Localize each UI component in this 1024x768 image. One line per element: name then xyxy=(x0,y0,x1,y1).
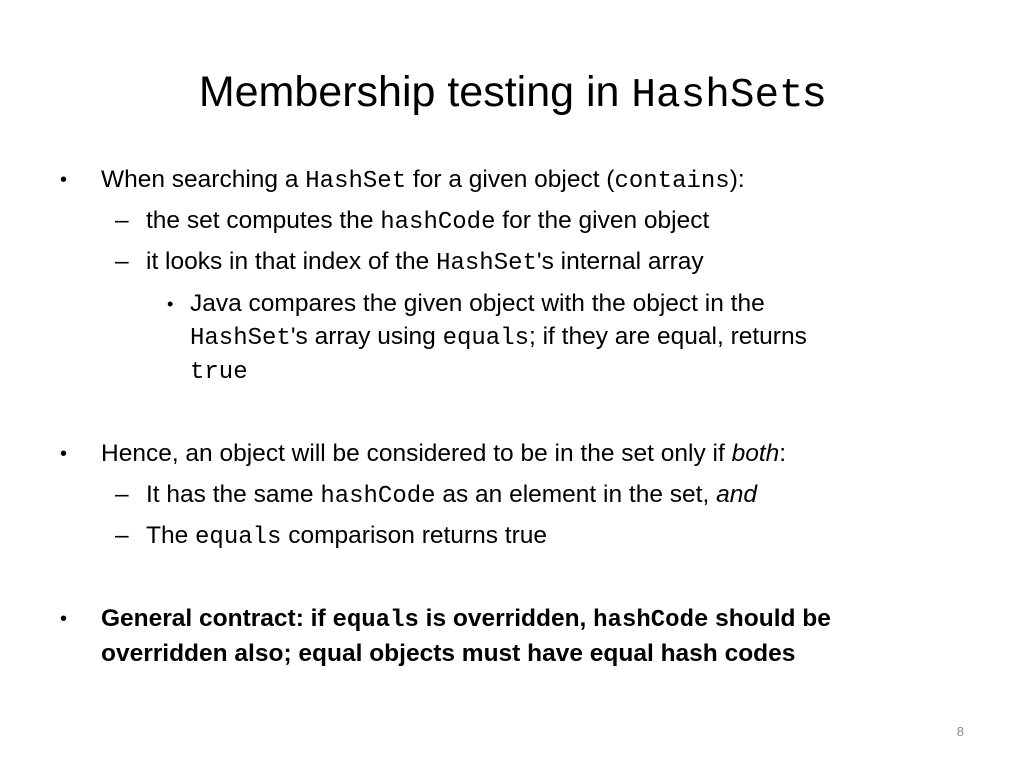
code-run: equals xyxy=(332,607,419,634)
title-text: Membership testing in xyxy=(198,68,632,116)
dash-symbol: – xyxy=(115,207,129,234)
text-run: overridden also; equal objects must have equal hash codes xyxy=(101,640,796,667)
subsub-item-1-line1 xyxy=(190,287,765,321)
code-run: hashCode xyxy=(593,607,709,634)
text-run: When searching a xyxy=(101,166,306,193)
text-run: comparison returns true xyxy=(281,522,547,549)
code-run: equals xyxy=(195,524,282,551)
bullet-item-3-line2 xyxy=(101,637,795,671)
text-run: ): xyxy=(729,166,745,193)
bullet-symbol: • xyxy=(60,443,68,465)
text-run: : xyxy=(779,440,787,467)
dash-symbol: – xyxy=(115,481,129,508)
code-run: HashSet xyxy=(436,250,537,277)
code-run: contains xyxy=(614,168,730,195)
italic-run: both xyxy=(731,440,780,467)
text-run: ; if they are equal, returns xyxy=(529,323,807,350)
bullet-item-2 xyxy=(101,437,786,471)
code-run: hashCode xyxy=(320,483,436,510)
text-run: is overridden, xyxy=(418,605,594,632)
text-run: 's array using xyxy=(290,323,443,350)
code-run: equals xyxy=(442,325,529,352)
bullet-item-1 xyxy=(101,163,745,199)
text-run: General contract: if xyxy=(101,605,333,632)
dash-symbol: – xyxy=(115,248,129,275)
text-run: The xyxy=(146,522,196,549)
text-run: for a given object ( xyxy=(406,166,615,193)
subsub-item-1-line3 xyxy=(190,354,248,390)
bullet-item-3-line1 xyxy=(101,602,831,638)
text-run: as an element in the set, xyxy=(435,481,717,508)
text-run: for the given object xyxy=(495,207,710,234)
text-run: It has the same xyxy=(146,481,321,508)
text-run: Hence, an object will be considered to be in the set only if xyxy=(101,440,732,467)
text-run: should be xyxy=(708,605,831,632)
sub-item-2 xyxy=(146,245,704,281)
text-run: 's internal array xyxy=(536,248,704,275)
bullet-symbol: • xyxy=(167,294,174,314)
title-suffix: s xyxy=(803,68,826,116)
text-run: Java compares the given object with the object in the xyxy=(190,290,765,317)
code-run: HashSet xyxy=(190,325,291,352)
sub-item-4 xyxy=(146,519,547,555)
text-run: it looks in that index of the xyxy=(146,248,437,275)
code-run: true xyxy=(190,359,248,386)
code-run: hashCode xyxy=(380,209,496,236)
code-run: HashSet xyxy=(305,168,407,195)
sub-item-3 xyxy=(146,478,757,514)
dash-symbol: – xyxy=(115,522,129,549)
text-run: the set computes the xyxy=(146,207,381,234)
sub-item-1 xyxy=(146,204,709,240)
italic-run: and xyxy=(716,481,757,508)
bullet-symbol: • xyxy=(60,608,68,630)
page-number: 8 xyxy=(956,724,964,739)
bullet-symbol: • xyxy=(60,169,68,191)
subsub-item-1-line2 xyxy=(190,320,807,356)
title-code: HashSet xyxy=(631,73,804,119)
